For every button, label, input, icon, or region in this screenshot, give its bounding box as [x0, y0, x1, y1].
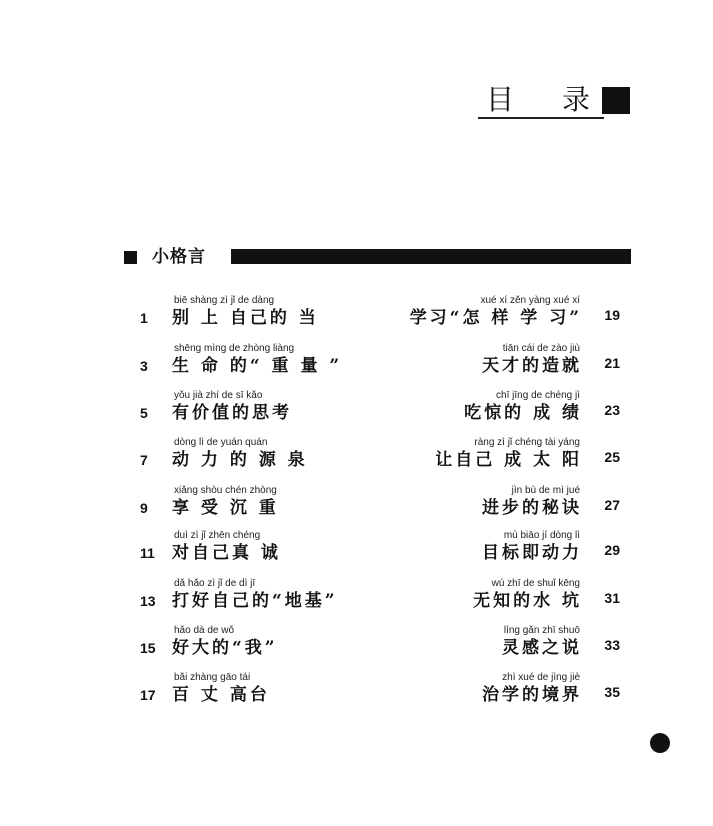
toc-entry-right[interactable]: [380, 390, 620, 430]
page-number: 17: [140, 687, 156, 703]
title-char-1: 目: [486, 83, 515, 116]
page-number: 27: [604, 497, 620, 513]
entry-title: 目标即动力: [482, 543, 582, 563]
title-char-2: 录: [562, 83, 591, 116]
toc-entry-right[interactable]: [380, 343, 620, 383]
toc-entry-right[interactable]: [380, 672, 620, 712]
entry-title: 动 力 的 源 泉: [172, 450, 308, 470]
page-number: 9: [140, 500, 148, 516]
page-number: 21: [604, 355, 620, 371]
entry-title: 灵感之说: [502, 638, 582, 658]
page-number: 15: [140, 640, 156, 656]
page-number: 1: [140, 310, 148, 326]
entry-title: 别 上 自己的 当: [172, 308, 319, 328]
toc-title: [478, 84, 630, 120]
entry-pinyin: dǎ hǎo zì jǐ de dì jī: [174, 578, 256, 589]
entry-title: 打好自己的“地基”: [172, 591, 338, 611]
entry-pinyin: líng gǎn zhī shuō: [503, 625, 580, 636]
entry-pinyin: bǎi zhàng gāo tái: [174, 672, 251, 683]
page-number: 35: [604, 684, 620, 700]
toc-entry-left[interactable]: [140, 485, 380, 525]
entry-pinyin: jìn bù de mì jué: [511, 485, 580, 496]
page-number: 11: [140, 545, 155, 561]
toc-entry-left[interactable]: [140, 343, 380, 383]
section-header: [124, 245, 631, 269]
toc-entry-right[interactable]: [380, 295, 620, 335]
toc-entry-right[interactable]: [380, 437, 620, 477]
entry-title: 天才的造就: [482, 356, 582, 376]
page-number: 7: [140, 452, 148, 468]
page-number: 13: [140, 593, 156, 609]
title-underline: [478, 117, 604, 119]
entry-pinyin: shēng mìng de zhòng liàng: [174, 343, 295, 354]
toc-entry-left[interactable]: [140, 295, 380, 335]
page-number: 29: [604, 542, 620, 558]
entry-pinyin: dòng lì de yuán quán: [174, 437, 268, 448]
toc-entry-left[interactable]: [140, 437, 380, 477]
entry-pinyin: chī jīng de chéng jì: [496, 390, 580, 401]
page-number: 31: [604, 590, 620, 606]
entry-title: 有价值的思考: [172, 403, 292, 423]
entry-pinyin: hǎo dà de wǒ: [174, 625, 235, 636]
entry-title: 吃惊的 成 绩: [464, 403, 582, 423]
entry-title: 享 受 沉 重: [172, 498, 279, 518]
toc-entry-left[interactable]: [140, 578, 380, 618]
toc-entry-right[interactable]: [380, 485, 620, 525]
entry-pinyin: wú zhī de shuǐ kēng: [491, 578, 580, 589]
page-number: 23: [604, 402, 620, 418]
toc-entry-left[interactable]: [140, 390, 380, 430]
entry-title: 治学的境界: [482, 685, 582, 705]
toc-entry-right[interactable]: [380, 530, 620, 570]
entry-title: 生 命 的“ 重 量 ”: [172, 356, 343, 376]
section-square-icon: [124, 251, 137, 264]
section-label: 小格言: [152, 247, 206, 267]
toc-entry-right[interactable]: [380, 578, 620, 618]
section-bar: [231, 249, 631, 264]
entry-pinyin: yǒu jià zhí de sī kǎo: [174, 390, 263, 401]
toc-entry-left[interactable]: [140, 530, 380, 570]
page-number: 33: [604, 637, 620, 653]
entry-title: 进步的秘诀: [482, 498, 582, 518]
page-marker-dot: [650, 733, 670, 753]
entry-title: 好大的“我”: [172, 638, 278, 658]
page-number: 19: [604, 307, 620, 323]
entry-pinyin: biē shàng zì jǐ de dàng: [174, 295, 275, 306]
toc-entry-left[interactable]: [140, 625, 380, 665]
page-number: 3: [140, 358, 148, 374]
entry-pinyin: duì zì jǐ zhēn chéng: [174, 530, 261, 541]
toc-entry-right[interactable]: [380, 625, 620, 665]
entry-title: 无知的水 坑: [473, 591, 582, 611]
title-square-mark: [602, 87, 630, 114]
entry-pinyin: xiǎng shòu chén zhòng: [174, 485, 277, 496]
entry-pinyin: ràng zì jǐ chéng tài yáng: [474, 437, 580, 448]
entry-title: 让自己 成 太 阳: [435, 450, 582, 470]
entry-pinyin: zhì xué de jìng jiè: [502, 672, 580, 683]
entry-title: 学习“怎 样 学 习”: [409, 308, 582, 328]
entry-title: 对自己真 诚: [172, 543, 281, 563]
page-number: 25: [604, 449, 620, 465]
entry-pinyin: xué xí zěn yàng xué xí: [480, 295, 580, 306]
page-number: 5: [140, 405, 148, 421]
toc-entry-left[interactable]: [140, 672, 380, 712]
entry-pinyin: tiān cái de zào jiù: [502, 343, 580, 354]
entry-title: 百 丈 高台: [172, 685, 270, 705]
entry-pinyin: mù biāo jí dòng lì: [503, 530, 580, 541]
